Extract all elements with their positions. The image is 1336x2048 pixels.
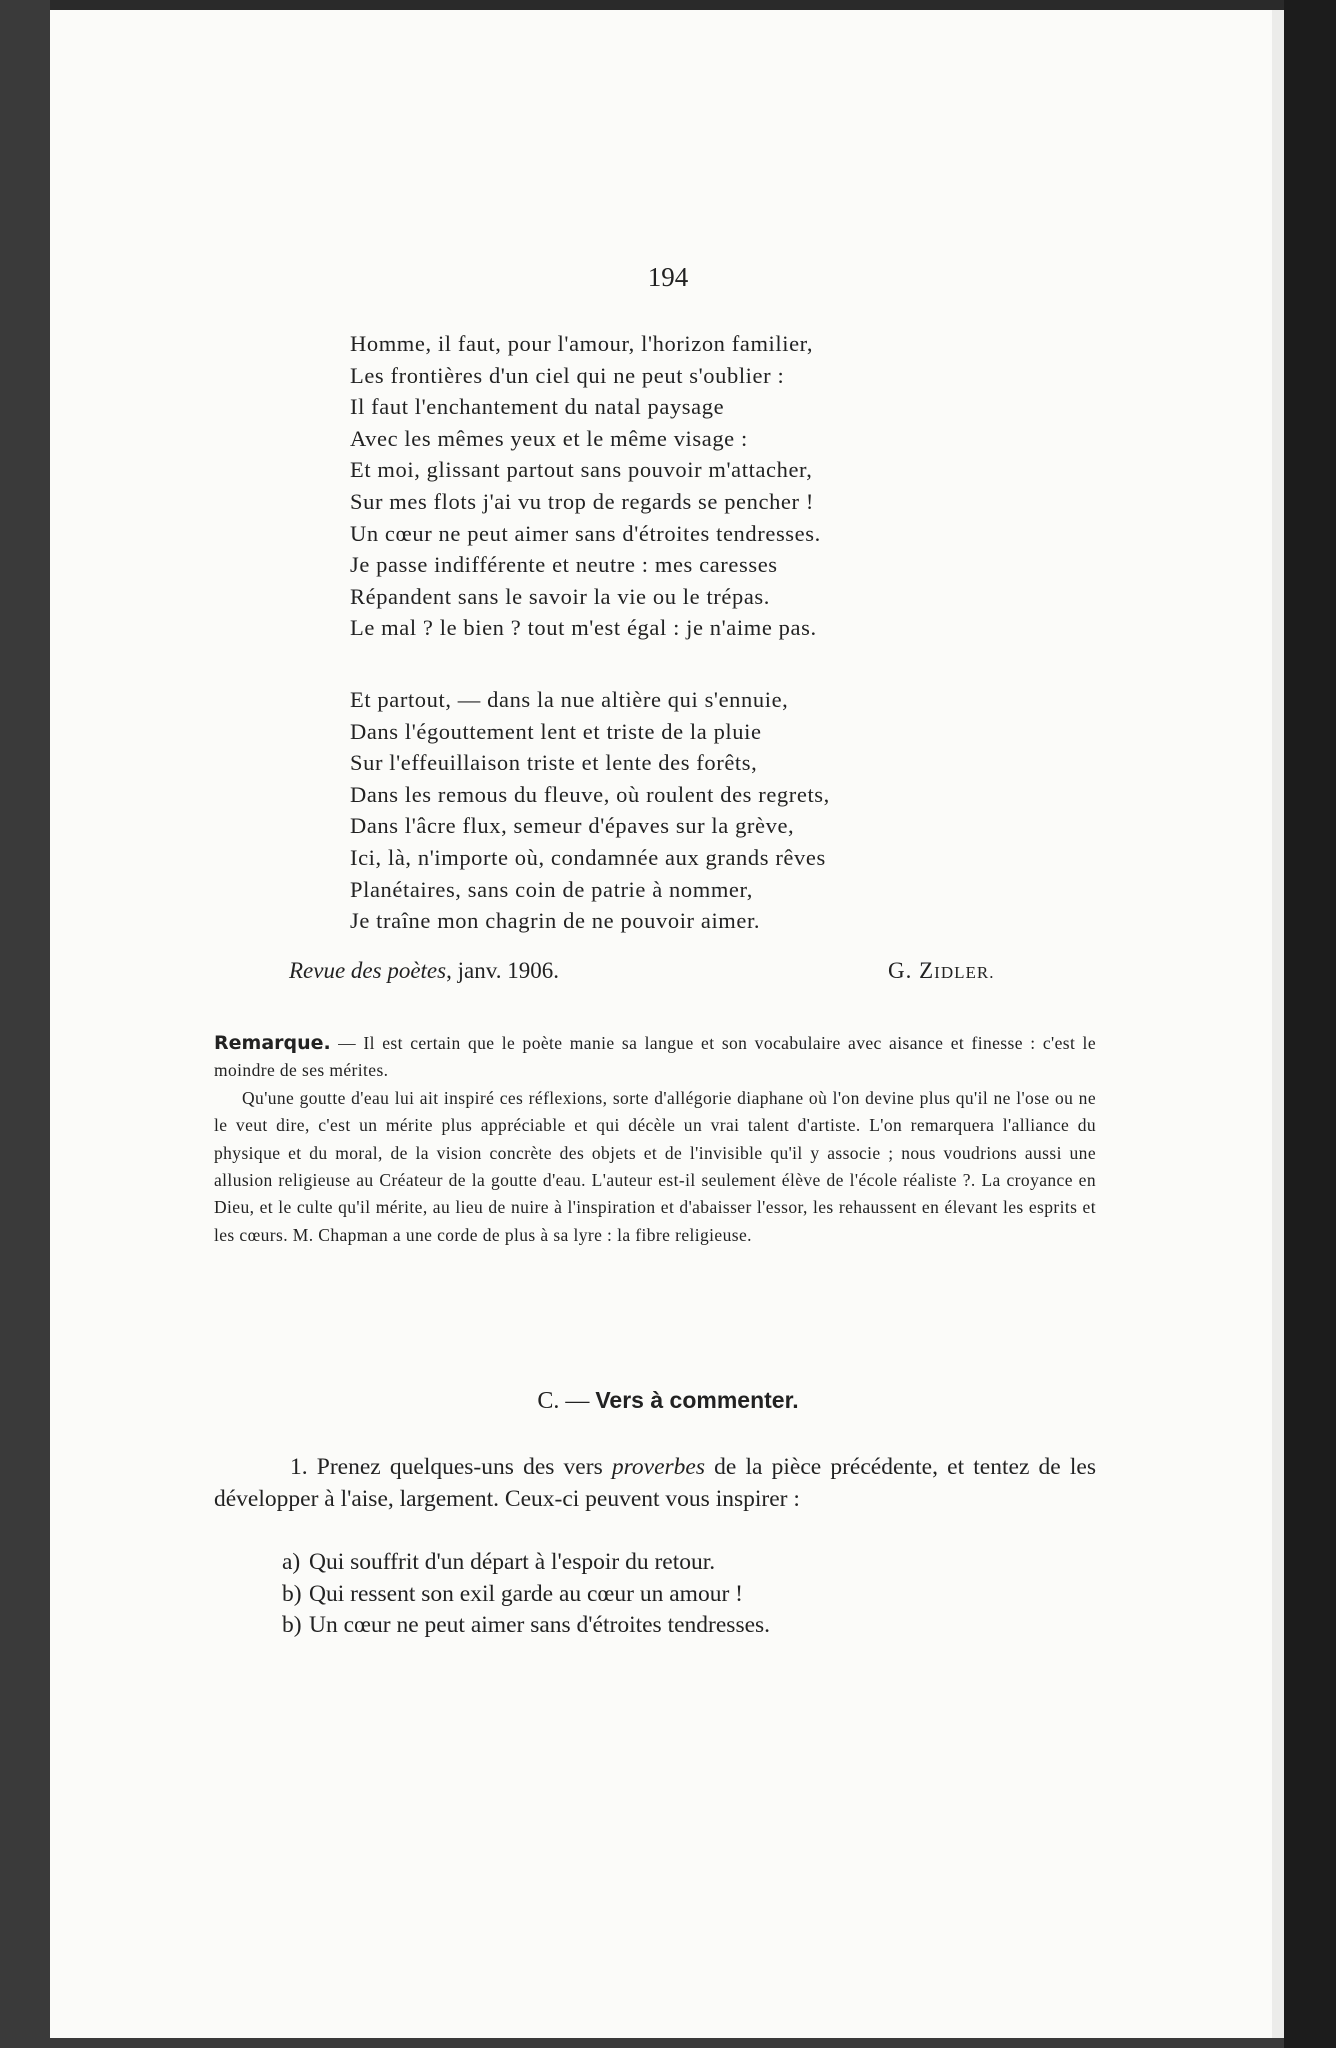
poem-line: Sur mes flots j'ai vu trop de regards se pencher ! bbox=[350, 488, 814, 514]
exercise-intro bbox=[214, 1452, 1096, 1515]
source-date: , janv. 1906. bbox=[446, 958, 559, 983]
poem-stanza-1 bbox=[350, 328, 821, 644]
item-marker: a) bbox=[282, 1549, 301, 1575]
poem-line: Un cœur ne peut aimer sans d'étroites tendresses. bbox=[350, 520, 821, 546]
exercise-intro-b: de la pièce précédente, et tentez de les développer à l'aise, largement. Ceux-ci peuvent vous inspirer : bbox=[214, 1454, 1096, 1512]
poem-line: Répandent sans le savoir la vie ou le trépas. bbox=[350, 583, 771, 609]
poem-line: Avec les mêmes yeux et le même visage : bbox=[350, 425, 748, 451]
page-edge bbox=[1272, 10, 1284, 2038]
poem-line: Ici, là, n'importe où, condamnée aux grands rêves bbox=[350, 844, 826, 870]
list-item bbox=[282, 1579, 770, 1611]
poem-line: Et partout, — dans la nue altière qui s'ennuie, bbox=[350, 687, 789, 712]
author-name bbox=[888, 958, 994, 984]
item-marker: b) bbox=[282, 1612, 302, 1638]
remarque-label: Remarque. bbox=[214, 1032, 331, 1054]
poem-line: Dans l'égouttement lent et triste de la pluie bbox=[350, 718, 762, 744]
remarque-text-1: — Il est certain que le poète manie sa langue et son vocabulaire avec aisance et finesse : c'est le moindre de ses mérites. bbox=[214, 1033, 1096, 1081]
author-initial: G. Z bbox=[888, 958, 935, 983]
list-item bbox=[282, 1610, 770, 1642]
source-citation bbox=[289, 958, 559, 984]
remarque-paragraph-2: Qu'une goutte d'eau lui ait inspiré ces réflexions, sorte d'allégorie diaphane où l'on devine plus qu'il ne l'ose ou ne le veut dire, c'est un mérite plus appréciable et qui décèle un vrai talent d'artiste. L'on remarquera l'alliance du physique et du moral, de la vision concrète des objets et de l'invisible qu'il y associe ; nous voudrions aussi une allusion religieuse au Créateur de la goutte d'eau. L'auteur est-il seulement élève de l'école réaliste ?. La croyance en Dieu, et le culte qu'il mérite, au lieu de nuire à l'inspiration et d'abaisser l'essor, les rehaussent en élevant les esprits et les cœurs. M. Chapman a une corde de plus à sa lyre : la fibre religieuse. bbox=[214, 1087, 1096, 1245]
poem-line: Homme, il faut, pour l'amour, l'horizon familier, bbox=[350, 331, 814, 356]
item-text: Qui souffrit d'un départ à l'espoir du retour. bbox=[309, 1549, 716, 1575]
author-surname: IDLER. bbox=[934, 963, 995, 982]
section-prefix: C. — bbox=[537, 1388, 596, 1414]
item-text: Un cœur ne peut aimer sans d'étroites tendresses. bbox=[309, 1612, 771, 1638]
section-heading bbox=[0, 1387, 1336, 1415]
exercise-intro-italic: proverbes bbox=[611, 1454, 705, 1480]
poem-line: Il faut l'enchantement du natal paysage bbox=[350, 394, 725, 420]
poem-stanza-2 bbox=[350, 684, 830, 937]
scan-top-border bbox=[0, 0, 1336, 10]
scan-right-border bbox=[1284, 0, 1336, 2048]
poem-line: Les frontières d'un ciel qui ne peut s'oublier : bbox=[350, 362, 785, 388]
exercise-intro-a: 1. Prenez quelques-uns des vers bbox=[290, 1454, 612, 1480]
poem-line: Sur l'effeuillaison triste et lente des forêts, bbox=[350, 750, 758, 776]
remarque-paragraph-1 bbox=[214, 1030, 1096, 1085]
poem-line: Je traîne mon chagrin de ne pouvoir aimer. bbox=[350, 908, 761, 934]
poem-line: Je passe indifférente et neutre : mes caresses bbox=[350, 552, 778, 578]
poem-line: Et moi, glissant partout sans pouvoir m'attacher, bbox=[350, 457, 813, 483]
poem-line: Planétaires, sans coin de patrie à nommer, bbox=[350, 876, 753, 902]
remarque-block bbox=[214, 1030, 1096, 1249]
section-title: Vers à commenter. bbox=[595, 1387, 799, 1413]
poem-line: Le mal ? le bien ? tout m'est égal : je n'aime pas. bbox=[350, 615, 817, 641]
poem-line: Dans l'âcre flux, semeur d'épaves sur la grève, bbox=[350, 813, 795, 839]
exercise-items bbox=[282, 1547, 770, 1642]
source-title: Revue des poètes bbox=[289, 958, 447, 983]
book-page bbox=[50, 10, 1272, 2038]
item-text: Qui ressent son exil garde au cœur un amour ! bbox=[309, 1580, 743, 1607]
poem-line: Dans les remous du fleuve, où roulent des regrets, bbox=[350, 781, 830, 807]
scan-left-border bbox=[0, 0, 50, 2048]
page-number: 194 bbox=[647, 262, 689, 292]
list-item bbox=[282, 1547, 770, 1579]
exercise-paragraph bbox=[214, 1452, 1096, 1515]
item-marker: b) bbox=[282, 1580, 302, 1607]
